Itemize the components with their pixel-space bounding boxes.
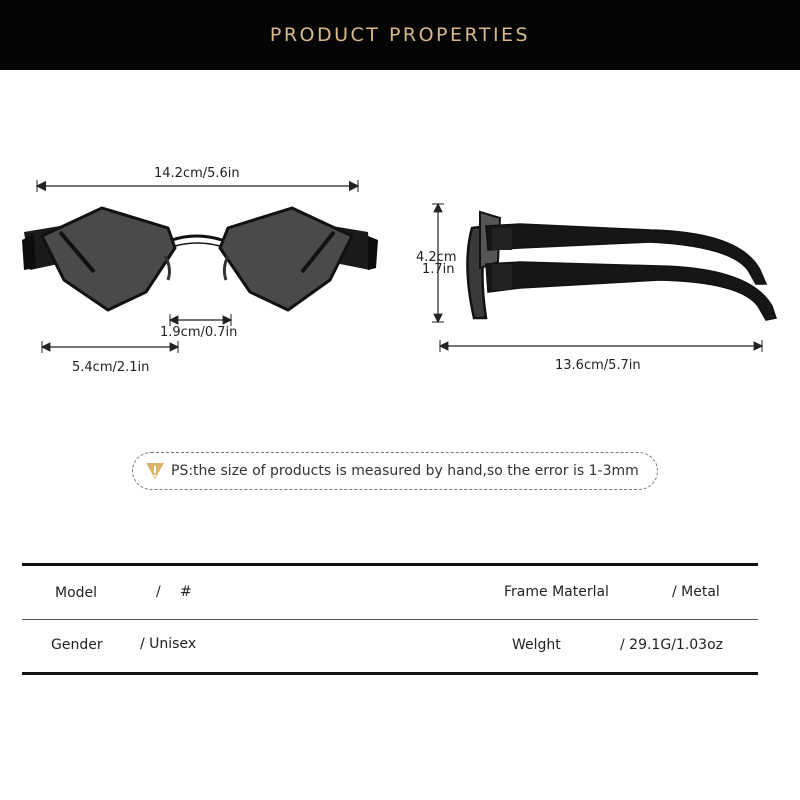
lens-width-label: 5.4cm/2.1in (72, 360, 150, 375)
table-bottom-rule (22, 672, 758, 675)
frame-material-value: / Metal (672, 584, 720, 600)
weight-label: Welght (512, 637, 561, 653)
height-label-in: 1.7in (422, 262, 455, 277)
temple-length-label: 13.6cm/5.7in (555, 358, 641, 373)
front-width-dimension (37, 180, 358, 192)
lens-width-dimension (42, 341, 178, 353)
height-label-cm: 4.2cm (416, 250, 457, 265)
temple-length-dimension (440, 340, 762, 352)
bridge-label: 1.9cm/0.7in (160, 325, 238, 340)
frame-material-label: Frame Materlal (504, 584, 609, 600)
table-middle-rule (22, 619, 758, 620)
weight-value: / 29.1G/1.03oz (620, 637, 723, 653)
warning-icon (145, 462, 165, 480)
width-label: 14.2cm/5.6in (154, 166, 240, 181)
gender-value: / Unisex (140, 636, 197, 652)
sunglasses-front-view (22, 208, 378, 310)
model-label: Model (55, 585, 98, 601)
page-title: PRODUCT PROPERTIES (269, 24, 531, 46)
gender-label: Gender (51, 637, 103, 653)
model-value: # (180, 584, 192, 600)
sunglasses-side-view (467, 212, 776, 320)
note-text: PS:the size of products is measured by hand,so the error is 1-3mm (171, 463, 639, 479)
table-top-rule (22, 563, 758, 566)
model-separator: / (156, 584, 161, 600)
measurement-note (132, 452, 658, 490)
